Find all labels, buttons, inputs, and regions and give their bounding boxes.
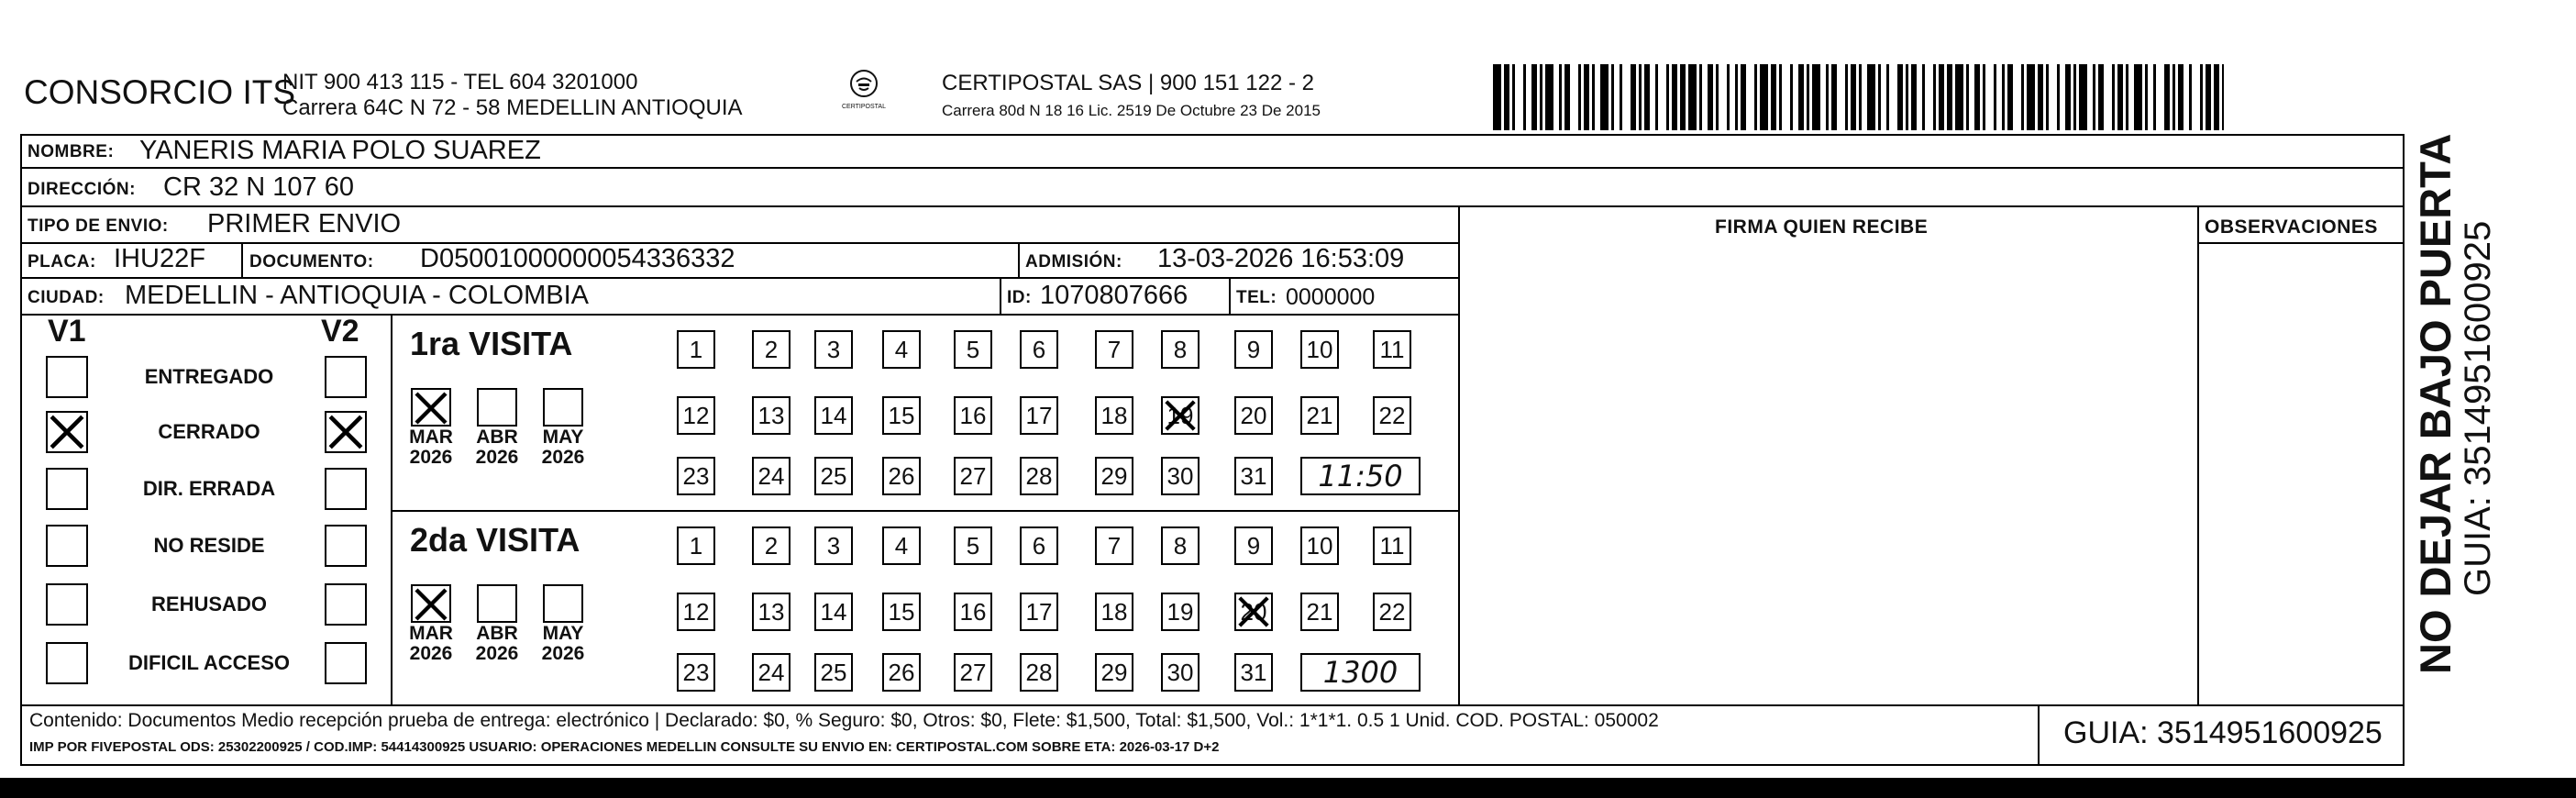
- ciudad-label: CIUDAD:: [28, 288, 105, 307]
- day-box[interactable]: 10: [1300, 526, 1339, 565]
- status-v1-checkbox[interactable]: [46, 583, 88, 626]
- visit-title: 1ra VISITA: [410, 325, 573, 362]
- nombre-label: NOMBRE:: [28, 142, 115, 161]
- status-v1-checkbox[interactable]: [46, 356, 88, 398]
- tel: 0000000: [1286, 284, 1376, 310]
- day-box[interactable]: 12: [677, 396, 715, 435]
- day-box[interactable]: 10: [1300, 330, 1339, 369]
- status-label: DIFICIL ACCESO: [127, 651, 290, 674]
- company-nit: NIT 900 413 115 - TEL 604 3201000: [282, 70, 638, 94]
- day-box[interactable]: 6: [1020, 330, 1058, 369]
- day-box[interactable]: 8: [1161, 330, 1200, 369]
- day-box[interactable]: 25: [814, 457, 853, 495]
- day-box[interactable]: 11: [1373, 330, 1411, 369]
- day-box[interactable]: 2: [752, 526, 790, 565]
- day-box[interactable]: 5: [954, 330, 992, 369]
- day-box[interactable]: 13: [752, 593, 790, 631]
- company-address: Carrera 64C N 72 - 58 MEDELLIN ANTIOQUIA: [282, 95, 743, 120]
- day-box[interactable]: 30: [1161, 653, 1200, 692]
- side-guia: GUIA: 3514951600925: [2458, 220, 2498, 596]
- status-label: CERRADO: [158, 420, 260, 443]
- day-box[interactable]: 15: [882, 593, 921, 631]
- day-box[interactable]: 9: [1234, 330, 1273, 369]
- day-box[interactable]: 19: [1161, 396, 1200, 435]
- month-label: ABR 2026: [475, 427, 519, 468]
- status-v1-checkbox[interactable]: [46, 525, 88, 567]
- day-box[interactable]: 12: [677, 593, 715, 631]
- month-checkbox[interactable]: [477, 584, 517, 623]
- time-box[interactable]: 11:50: [1300, 457, 1421, 495]
- month-label: MAR 2026: [409, 623, 453, 664]
- status-v1-checkbox[interactable]: [46, 411, 88, 453]
- day-box[interactable]: 4: [882, 330, 921, 369]
- tel-label: TEL:: [1236, 288, 1277, 307]
- day-box[interactable]: 26: [882, 653, 921, 692]
- day-box[interactable]: 5: [954, 526, 992, 565]
- day-box[interactable]: 25: [814, 653, 853, 692]
- month-label: MAR 2026: [409, 427, 453, 468]
- company-info: [282, 70, 743, 121]
- day-box[interactable]: 28: [1020, 457, 1058, 495]
- x-mark-icon: [326, 413, 365, 451]
- x-mark-icon: [413, 390, 449, 427]
- day-box[interactable]: 13: [752, 396, 790, 435]
- status-v2-checkbox[interactable]: [325, 411, 367, 453]
- observaciones-header: OBSERVACIONES: [2205, 216, 2378, 238]
- month-checkbox[interactable]: [411, 584, 451, 623]
- documento-label: DOCUMENTO:: [249, 252, 374, 272]
- v1-label: V1: [48, 314, 86, 349]
- x-mark-icon: [48, 413, 86, 451]
- status-v2-checkbox[interactable]: [325, 356, 367, 398]
- day-box[interactable]: 17: [1020, 396, 1058, 435]
- month-checkbox[interactable]: [477, 388, 517, 427]
- day-box[interactable]: 30: [1161, 457, 1200, 495]
- day-box[interactable]: 7: [1095, 330, 1133, 369]
- day-box[interactable]: 9: [1234, 526, 1273, 565]
- day-box[interactable]: 29: [1095, 653, 1133, 692]
- day-box[interactable]: 16: [954, 396, 992, 435]
- day-box[interactable]: 16: [954, 593, 992, 631]
- month-checkbox[interactable]: [543, 388, 583, 427]
- status-v2-checkbox[interactable]: [325, 525, 367, 567]
- day-box[interactable]: 22: [1373, 396, 1411, 435]
- footer-guia: GUIA: 3514951600925: [2063, 715, 2383, 750]
- day-box[interactable]: 18: [1095, 593, 1133, 631]
- carrier-line2: Carrera 80d N 18 16 Lic. 2519 De Octubre 23 De 2015: [942, 102, 1321, 119]
- footer-content: Contenido: Documentos Medio recepción prueba de entrega: electrónico | Declarado: $0, % Seguro: $0, Otros: $0, Flete: $1,500, Total: $1,500, Vol.: 1*1*1. 0.5 1 Unid. COD. POSTAL: 050002: [29, 710, 1659, 731]
- status-v2-checkbox[interactable]: [325, 468, 367, 510]
- day-box[interactable]: 15: [882, 396, 921, 435]
- day-box[interactable]: 11: [1373, 526, 1411, 565]
- month-label: MAY 2026: [541, 623, 585, 664]
- status-label: DIR. ERRADA: [142, 477, 276, 500]
- day-box[interactable]: 2: [752, 330, 790, 369]
- admision: 13-03-2026 16:53:09: [1157, 244, 1405, 273]
- status-label: NO RESIDE: [153, 534, 265, 557]
- ciudad: MEDELLIN - ANTIOQUIA - COLOMBIA: [125, 281, 589, 310]
- day-box[interactable]: 23: [677, 653, 715, 692]
- day-box[interactable]: 7: [1095, 526, 1133, 565]
- day-box[interactable]: 14: [814, 593, 853, 631]
- day-box[interactable]: 1: [677, 526, 715, 565]
- day-box[interactable]: 24: [752, 457, 790, 495]
- day-box[interactable]: 22: [1373, 593, 1411, 631]
- day-box[interactable]: 17: [1020, 593, 1058, 631]
- status-v1-checkbox[interactable]: [46, 468, 88, 510]
- x-mark-icon: [413, 586, 449, 623]
- logo-text: CERTIPOSTAL: [842, 104, 886, 110]
- day-box[interactable]: 23: [677, 457, 715, 495]
- day-box[interactable]: 6: [1020, 526, 1058, 565]
- visit-title: 2da VISITA: [410, 521, 580, 559]
- documento: D05001000000054336332: [420, 244, 735, 273]
- day-box[interactable]: 14: [814, 396, 853, 435]
- status-v2-checkbox[interactable]: [325, 642, 367, 684]
- firma-header: FIRMA QUIEN RECIBE: [1715, 216, 1929, 238]
- placa-label: PLACA:: [28, 252, 96, 272]
- day-box[interactable]: 21: [1300, 593, 1339, 631]
- day-box[interactable]: 31: [1234, 653, 1273, 692]
- recipient-address: CR 32 N 107 60: [163, 172, 354, 202]
- admision-label: ADMISIÓN:: [1025, 252, 1122, 272]
- day-box[interactable]: 27: [954, 653, 992, 692]
- day-box[interactable]: 4: [882, 526, 921, 565]
- month-label: MAY 2026: [541, 427, 585, 468]
- x-mark-icon: [1236, 594, 1271, 629]
- x-mark-icon: [1163, 398, 1198, 433]
- day-box[interactable]: 20: [1234, 396, 1273, 435]
- tipo-envio-label: TIPO DE ENVIO:: [28, 216, 169, 236]
- certipostal-logo-icon: [848, 68, 879, 99]
- tipo-envio: PRIMER ENVIO: [207, 209, 402, 238]
- status-label: REHUSADO: [151, 593, 267, 615]
- time-box[interactable]: 1300: [1300, 653, 1421, 692]
- day-box[interactable]: 28: [1020, 653, 1058, 692]
- company-name: CONSORCIO ITS: [24, 73, 296, 111]
- day-box[interactable]: 18: [1095, 396, 1133, 435]
- day-box[interactable]: 20: [1234, 593, 1273, 631]
- carrier-line1: CERTIPOSTAL SAS | 900 151 122 - 2: [942, 71, 1314, 95]
- day-box[interactable]: 26: [882, 457, 921, 495]
- day-box[interactable]: 19: [1161, 593, 1200, 631]
- side-warning: NO DEJAR BAJO PUERTA: [2411, 133, 2460, 674]
- day-box[interactable]: 1: [677, 330, 715, 369]
- day-box[interactable]: 21: [1300, 396, 1339, 435]
- day-box[interactable]: 8: [1161, 526, 1200, 565]
- day-box[interactable]: 31: [1234, 457, 1273, 495]
- status-v2-checkbox[interactable]: [325, 583, 367, 626]
- carrier-info: [942, 70, 1321, 125]
- day-box[interactable]: 27: [954, 457, 992, 495]
- direccion-label: DIRECCIÓN:: [28, 180, 136, 199]
- bottom-bar: [0, 778, 2576, 798]
- month-label: ABR 2026: [475, 623, 519, 664]
- day-box[interactable]: 29: [1095, 457, 1133, 495]
- recipient-name: YANERIS MARIA POLO SUAREZ: [139, 136, 541, 165]
- day-box[interactable]: 3: [814, 526, 853, 565]
- id-label: ID:: [1007, 288, 1032, 307]
- month-checkbox[interactable]: [543, 584, 583, 623]
- day-box[interactable]: 3: [814, 330, 853, 369]
- month-checkbox[interactable]: [411, 388, 451, 427]
- carrier-logo: [836, 68, 891, 121]
- barcode-icon: [1493, 64, 2224, 130]
- status-v1-checkbox[interactable]: [46, 642, 88, 684]
- recipient-id: 1070807666: [1040, 281, 1188, 310]
- status-label: ENTREGADO: [144, 365, 274, 388]
- placa: IHU22F: [114, 244, 205, 273]
- footer-print-info: IMP POR FIVEPOSTAL ODS: 25302200925 / COD.IMP: 54414300925 USUARIO: OPERACIONES MEDELLIN CONSULTE SU ENVIO EN: CERTIPOSTAL.COM SOBRE ETA: 2026-03-17 D+2: [29, 739, 1220, 755]
- v2-label: V2: [321, 314, 359, 349]
- day-box[interactable]: 24: [752, 653, 790, 692]
